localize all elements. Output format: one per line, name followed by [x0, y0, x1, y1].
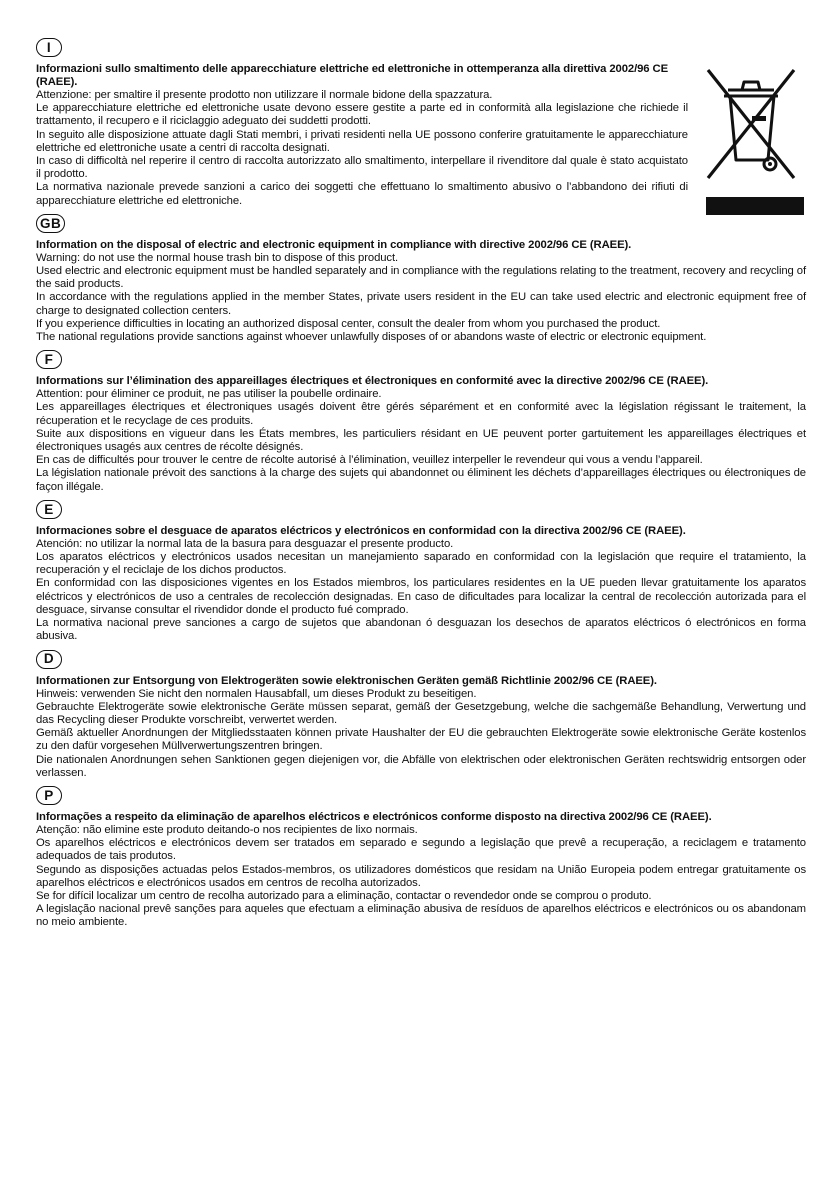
paragraph: Used electric and electronic equipment must be handled separately and in compliance with the regulations relating to the treatment, recovery and recycling of the said products.	[36, 265, 806, 291]
paragraph: La normativa nazionale prevede sanzioni a carico dei soggetti che effettuano lo smaltimento abusivo o l’abbandono dei rifiuti di apparecchiature elettriche ed elettroniche.	[36, 181, 688, 207]
section-german	[36, 650, 806, 780]
paragraph: Suite aux dispositions en vigueur dans les États membres, les particuliers résidant en UE peuvent porter gartuitement les appareillages électriques et électroniques usagés aux centres de récolte désignés.	[36, 427, 806, 454]
paragraph: Se for difícil localizar um centro de recolha autorizado para a eliminação, contactar o revendedor onde se comprou o produto.	[36, 889, 652, 902]
paragraph: Os aparelhos eléctricos e electrónicos devem ser tratados em separado e segundo a legislação que prevê a recuperação, a reciclagem e tratamento adequados de tais produtos.	[36, 837, 806, 863]
section-heading: Informations sur l’élimination des appareillages électriques et électroniques en conformité avec la directive 2002/96 CE (RAEE).	[36, 375, 709, 388]
paragraph: In seguito alle disposizione attuate dagli Stati membri, i privati residenti nella UE possono conferire gratuitamente le apparecchiature elettriche ed elettroniche usate a centri di raccolta designati.	[36, 128, 688, 154]
section-spanish	[36, 500, 806, 644]
paragraph: Los aparatos eléctricos y electrónicos usados necesitan un manejamiento saparado en conformidad con la legislación que require el tratamiento, la recuperación y el reciclaje de los dichos productos.	[36, 551, 806, 577]
paragraph: Le apparecchiature elettriche ed elettroniche usate devono essere gestite a parte ed in conformità alla legislazione che richiede il trattamento, il recupero e il riciclaggio adeguato dei suddetti prodotti.	[36, 102, 688, 128]
paragraph: Atenção: não elimine este produto deitando-o nos recipientes de lixo normais.	[36, 823, 418, 836]
language-badge: GB	[36, 214, 65, 233]
paragraph: Les appareillages électriques et électroniques usagés doivent être gérés séparément et en conformité avec la législation régissant le traitement, la récuperation et le recyclage de ces produits.	[36, 401, 806, 427]
section-italian	[36, 38, 806, 208]
paragraph: Attention: pour éliminer ce produit, ne pas utiliser la poubelle ordinaire.	[36, 388, 382, 401]
section-heading: Informazioni sullo smaltimento delle apparecchiature elettriche ed elettroniche in ottemperanza alla direttiva 2002/96 CE (RAEE).	[36, 63, 669, 88]
paragraph: La législation nationale prévoit des sanctions à la charge des sujets qui abandonnet ou éliminent les déchets d’appareillages électriques ou électroniques de façon illégale.	[36, 467, 806, 493]
language-badge: F	[36, 350, 62, 369]
paragraph: Attenzione: per smaltire il presente prodotto non utilizzare il normale bidone della spazzatura.	[36, 89, 493, 101]
paragraph: Atención: no utilizar la normal lata de la basura para desguazar el presente producto.	[36, 537, 454, 550]
disposal-document	[36, 38, 806, 936]
paragraph: Warning: do not use the normal house trash bin to dispose of this product.	[36, 251, 399, 264]
paragraph: Hinweis: verwenden Sie nicht den normalen Hausabfall, um dieses Produkt zu beseitigen.	[36, 687, 477, 700]
paragraph: Segundo as disposições actuadas pelos Estados-membros, os utilizadores domésticos que residam na União Europeia podem entregar gratuitamente os aparelhos eléctricos e electrónicos usados em centros de recolha autorizados.	[36, 863, 806, 889]
section-french	[36, 350, 806, 494]
paragraph: A legislação nacional prevê sanções para aqueles que efectuam a eliminação abusiva de resíduos de aparelhos eléctricos e electrónicos ou os abandonam no meio ambiente.	[36, 903, 806, 929]
language-badge: P	[36, 786, 62, 805]
section-portuguese	[36, 786, 806, 930]
section-heading: Informationen zur Entsorgung von Elektrogeräten sowie elektronischen Geräten gemäß Richtlinie 2002/96 CE (RAEE).	[36, 674, 657, 687]
paragraph: Gebrauchte Elektrogeräte sowie elektronische Geräte müssen separat, gemäß der Gesetzgebung, welche die sachgemäße Behandlung, Verwertung und das Recycling dieser Produkte vorschreibt, verwertet werden.	[36, 700, 806, 726]
paragraph: En conformidad con las disposiciones vigentes en los Estados miembros, los particulares residentes en la UE pueden llevar gratuitamente los aparatos eléctricos y electrónicos de uso a centrales de recolección designadas. En caso de dificultades para localizar la central de recolección autorizada para el desguace, sirvanse consultar el rivendidor donde el producto fué comprado.	[36, 577, 806, 616]
section-heading: Informações a respeito da eliminação de aparelhos eléctricos e electrónicos conforme disposto na directiva 2002/96 CE (RAEE).	[36, 810, 712, 823]
section-english	[36, 214, 806, 344]
paragraph: In caso di difficoltà nel reperire il centro di raccolta autorizzato allo smaltimento, interpellare il rivenditore dal quale è stato acquistato il prodotto.	[36, 155, 688, 181]
paragraph: The national regulations provide sanctions against whoever unlawfully disposes of or abandons waste of electric or electronic equipment.	[36, 331, 707, 344]
section-heading: Information on the disposal of electric and electronic equipment in compliance with directive 2002/96 CE (RAEE).	[36, 238, 632, 251]
paragraph: En cas de difficultés pour trouver le centre de récolte autorisé à l’élimination, veuillez interpeller le revendeur qui vous a vendu l’appareil.	[36, 454, 703, 467]
section-heading: Informaciones sobre el desguace de aparatos eléctricos y electrónicos en conformidad con la directiva 2002/96 CE (RAEE).	[36, 524, 686, 537]
paragraph: In accordance with the regulations applied in the member States, private users resident in the EU can take used electric and electronic equipment free of charge to designated collection centers.	[36, 291, 806, 317]
language-badge: I	[36, 38, 62, 57]
paragraph: Gemäß aktueller Anordnungen der Mitgliedsstaaten können private Haushalter der EU die gebrauchten Elektrogeräte sowie elektronische Geräte kostenlos zu den dafür vorgesehen Müllverwertungszentren bringen.	[36, 727, 806, 753]
language-badge: E	[36, 500, 62, 519]
paragraph: If you experience difficulties in locating an authorized disposal center, consult the dealer from whom you purchased the product.	[36, 317, 661, 330]
language-badge: D	[36, 650, 62, 669]
paragraph: Die nationalen Anordnungen sehen Sanktionen gegen diejenigen vor, die Abfälle von elektrischen oder elektronischen Geräten rechtswidrig entsorgen oder verlassen.	[36, 753, 806, 779]
paragraph: La normativa nacional preve sanciones a cargo de sujetos que abandonan ó desguazan los desechos de aparatos eléctricos ó electrónicos en forma abusiva.	[36, 617, 806, 643]
